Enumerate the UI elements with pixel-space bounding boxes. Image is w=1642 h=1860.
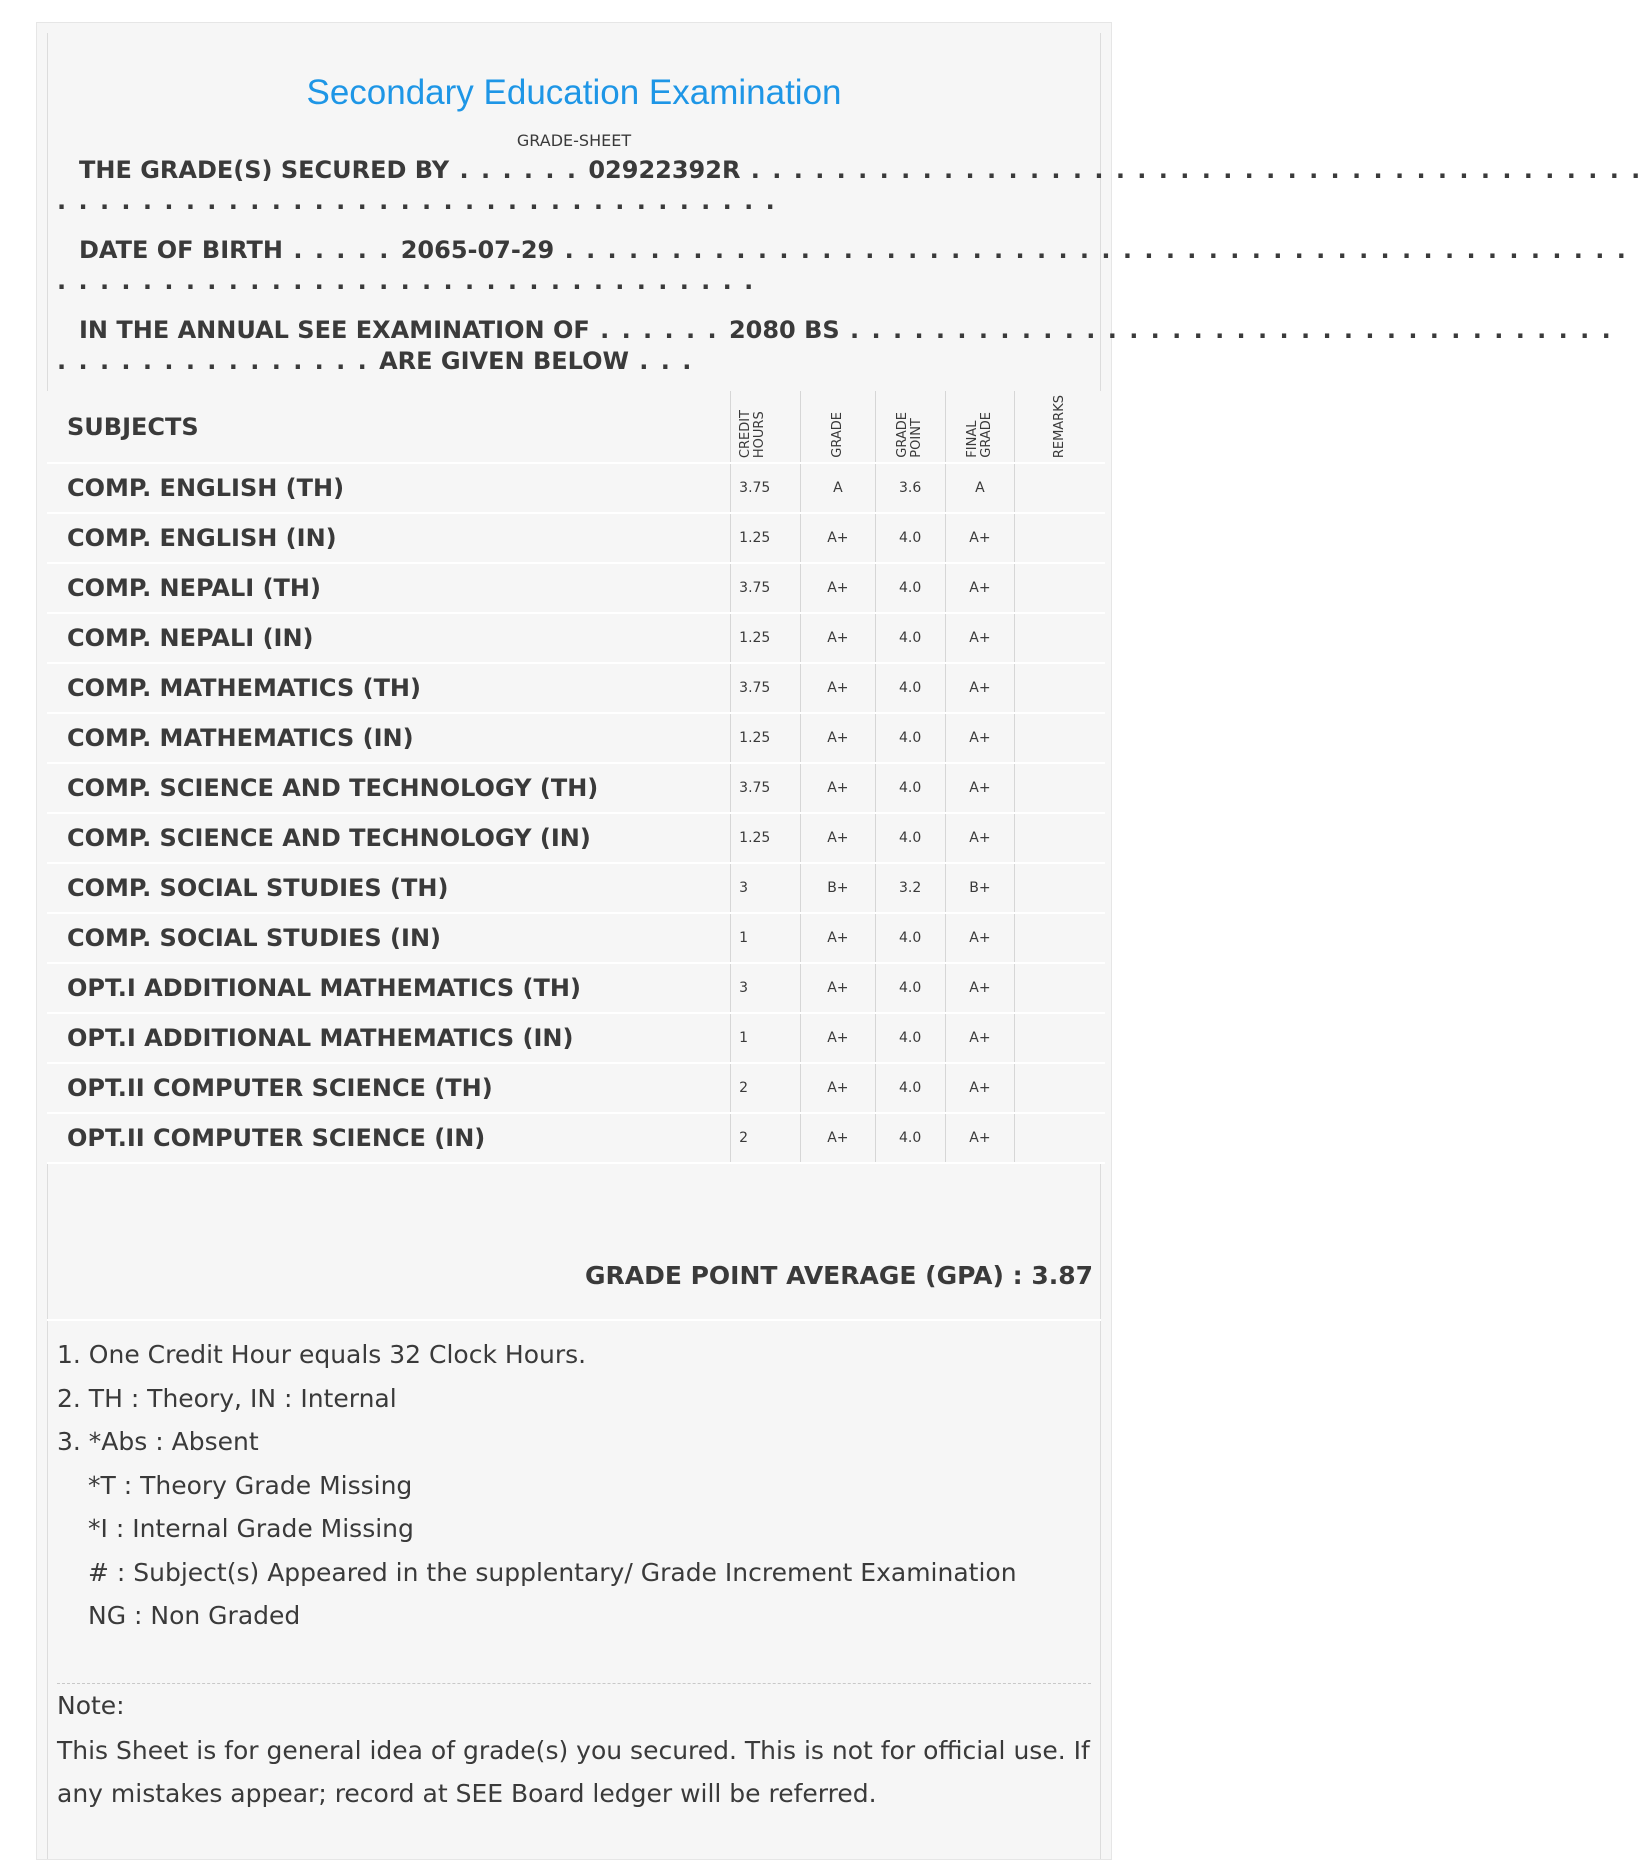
legend-item: 2. TH : Theory, IN : Internal	[57, 1383, 397, 1413]
subject-cell: COMP. NEPALI (IN)	[47, 613, 731, 663]
legend-item: 1. One Credit Hour equals 32 Clock Hours.	[57, 1340, 587, 1369]
grade-point-cell: 3.2	[875, 863, 945, 913]
secured-by-label: THE GRADE(S) SECURED BY	[79, 156, 450, 184]
subjects-header: SUBJECTS	[47, 391, 731, 463]
credit-hours-cell: 1	[731, 913, 801, 963]
grades-table	[47, 391, 1105, 1164]
remarks-cell	[1015, 513, 1105, 563]
table-row	[47, 763, 1105, 813]
grade-cell: A+	[801, 713, 876, 763]
table-row	[47, 1113, 1105, 1163]
gpa-summary	[585, 1261, 1093, 1290]
remarks-cell	[1015, 613, 1105, 663]
credit-hours-cell: 3.75	[731, 563, 801, 613]
gpa-divider	[47, 1319, 1101, 1321]
remarks-cell	[1015, 813, 1105, 863]
final-grade-cell: A+	[945, 513, 1015, 563]
table-row	[47, 663, 1105, 713]
note-label: Note:	[57, 1691, 125, 1720]
grade-cell: A+	[801, 963, 876, 1013]
table-row	[47, 963, 1105, 1013]
note-text: This Sheet is for general idea of grade(s) you secured. This is not for official use. If any mistakes appear; record at SEE Board ledger will be referred.	[57, 1736, 1090, 1808]
subject-cell: OPT.I ADDITIONAL MATHEMATICS (IN)	[47, 1013, 731, 1063]
gpa-value: 3.87	[1031, 1261, 1093, 1290]
subject-cell: COMP. MATHEMATICS (IN)	[47, 713, 731, 763]
page-subtitle: GRADE-SHEET	[516, 131, 632, 150]
final-grade-cell: A	[945, 463, 1015, 513]
remarks-cell	[1015, 1063, 1105, 1113]
table-row	[47, 563, 1105, 613]
remarks-header: REMARKS	[1015, 391, 1105, 463]
subject-cell: OPT.II COMPUTER SCIENCE (IN)	[47, 1113, 731, 1163]
exam-line: IN THE ANNUAL SEE EXAMINATION OF . . . . . . 2080 BS . . . . . . . . . . . . . . . . . . . . . . . . . . . . . . . . . . . . . . . . . . . . . . . . . . . ARE GIVEN BELOW . . .	[57, 316, 1613, 375]
credit-hours-cell: 1.25	[731, 813, 801, 863]
dob-label: DATE OF BIRTH	[79, 236, 283, 264]
subject-cell: COMP. NEPALI (TH)	[47, 563, 731, 613]
table-row	[47, 1063, 1105, 1113]
credit-hours-cell: 3.75	[731, 763, 801, 813]
legend-item: 3. *Abs : Absent	[57, 1427, 259, 1456]
grade-point-cell: 4.0	[875, 913, 945, 963]
credit-hours-cell: 1.25	[731, 713, 801, 763]
grade-point-header: GRADE POINT	[875, 391, 945, 463]
table-header-row	[47, 391, 1105, 463]
credit-hours-cell: 1.25	[731, 613, 801, 663]
grade-cell: A+	[801, 1113, 876, 1163]
grade-cell: A+	[801, 513, 876, 563]
symbol-number: 02922392R	[588, 156, 741, 184]
remarks-cell	[1015, 463, 1105, 513]
grade-cell: A+	[801, 1013, 876, 1063]
grade-cell: A	[801, 463, 876, 513]
remarks-cell	[1015, 713, 1105, 763]
grade-header: GRADE	[801, 391, 876, 463]
remarks-cell	[1015, 1113, 1105, 1163]
subject-cell: COMP. SCIENCE AND TECHNOLOGY (IN)	[47, 813, 731, 863]
credit-hours-cell: 1.25	[731, 513, 801, 563]
grade-point-cell: 3.6	[875, 463, 945, 513]
legend-item: # : Subject(s) Appeared in the supplentary/ Grade Increment Examination	[88, 1557, 1017, 1587]
grade-point-cell: 4.0	[875, 963, 945, 1013]
exam-year: 2080 BS	[728, 316, 840, 344]
legend-item: *I : Internal Grade Missing	[88, 1514, 414, 1543]
grade-cell: A+	[801, 1063, 876, 1113]
secured-by-line: THE GRADE(S) SECURED BY . . . . . . 02922392R . . . . . . . . . . . . . . . . . . . . . . . . . . . . . . . . . . . . . . . . . . . . . . . . . . . . . . . . . . . . . . . . . . . . . . . . . . . .	[57, 156, 1642, 215]
table-row	[47, 863, 1105, 913]
grade-cell: A+	[801, 763, 876, 813]
final-grade-cell: B+	[945, 863, 1015, 913]
subject-cell: COMP. SOCIAL STUDIES (TH)	[47, 863, 731, 913]
final-grade-cell: A+	[945, 913, 1015, 963]
remarks-cell	[1015, 1013, 1105, 1063]
remarks-cell	[1015, 663, 1105, 713]
final-grade-cell: A+	[945, 963, 1015, 1013]
subject-cell: COMP. SOCIAL STUDIES (IN)	[47, 913, 731, 963]
grade-cell: A+	[801, 613, 876, 663]
final-grade-cell: A+	[945, 713, 1015, 763]
credit-hours-header: CREDIT HOURS	[731, 391, 801, 463]
grade-point-cell: 4.0	[875, 613, 945, 663]
grade-point-cell: 4.0	[875, 1063, 945, 1113]
subject-cell: COMP. ENGLISH (TH)	[47, 463, 731, 513]
final-grade-cell: A+	[945, 613, 1015, 663]
remarks-cell	[1015, 913, 1105, 963]
final-grade-cell: A+	[945, 563, 1015, 613]
grade-point-cell: 4.0	[875, 563, 945, 613]
dob-line: DATE OF BIRTH . . . . . 2065-07-29 . . . . . . . . . . . . . . . . . . . . . . . . . . . . . . . . . . . . . . . . . . . . . . . . . . . . . . . . . . . . . . . . . . . . . . . . . . . . . . . . . . .	[57, 236, 1628, 295]
final-grade-cell: A+	[945, 663, 1015, 713]
grade-point-cell: 4.0	[875, 513, 945, 563]
grade-cell: A+	[801, 813, 876, 863]
final-grade-header: FINAL GRADE	[945, 391, 1015, 463]
credit-hours-cell: 2	[731, 1063, 801, 1113]
grade-cell: A+	[801, 663, 876, 713]
credit-hours-cell: 1	[731, 1013, 801, 1063]
remarks-cell	[1015, 863, 1105, 913]
final-grade-cell: A+	[945, 1063, 1015, 1113]
grade-point-cell: 4.0	[875, 663, 945, 713]
grade-cell: A+	[801, 913, 876, 963]
credit-hours-cell: 3	[731, 963, 801, 1013]
grade-point-cell: 4.0	[875, 713, 945, 763]
subject-cell: OPT.I ADDITIONAL MATHEMATICS (TH)	[47, 963, 731, 1013]
given-below-label: ARE GIVEN BELOW	[379, 347, 629, 375]
credit-hours-cell: 3.75	[731, 663, 801, 713]
subject-cell: COMP. SCIENCE AND TECHNOLOGY (TH)	[47, 763, 731, 813]
grade-point-cell: 4.0	[875, 1113, 945, 1163]
grade-point-cell: 4.0	[875, 1013, 945, 1063]
subject-cell: COMP. MATHEMATICS (TH)	[47, 663, 731, 713]
table-row	[47, 913, 1105, 963]
final-grade-cell: A+	[945, 1113, 1015, 1163]
grade-point-cell: 4.0	[875, 813, 945, 863]
grade-cell: A+	[801, 563, 876, 613]
table-row	[47, 463, 1105, 513]
note-divider	[57, 1683, 1091, 1684]
remarks-cell	[1015, 563, 1105, 613]
table-row	[47, 613, 1105, 663]
grade-sheet	[36, 22, 1642, 1860]
grade-cell: B+	[801, 863, 876, 913]
remarks-cell	[1015, 963, 1105, 1013]
credit-hours-cell: 3	[731, 863, 801, 913]
dob-value: 2065-07-29	[400, 236, 555, 264]
credit-hours-cell: 2	[731, 1113, 801, 1163]
table-row	[47, 1013, 1105, 1063]
table-row	[47, 813, 1105, 863]
legend-item: NG : Non Graded	[88, 1601, 301, 1630]
credit-hours-cell: 3.75	[731, 463, 801, 513]
exam-label: IN THE ANNUAL SEE EXAMINATION OF	[79, 316, 590, 344]
table-row	[47, 713, 1105, 763]
remarks-cell	[1015, 763, 1105, 813]
subject-cell: COMP. ENGLISH (IN)	[47, 513, 731, 563]
subject-cell: OPT.II COMPUTER SCIENCE (TH)	[47, 1063, 731, 1113]
table-row	[47, 513, 1105, 563]
grade-point-cell: 4.0	[875, 763, 945, 813]
page-title: Secondary Education Examination	[306, 73, 842, 112]
gpa-label: GRADE POINT AVERAGE (GPA) :	[584, 1261, 1023, 1290]
final-grade-cell: A+	[945, 1013, 1015, 1063]
legend-item: *T : Theory Grade Missing	[88, 1470, 413, 1500]
final-grade-cell: A+	[945, 813, 1015, 863]
legend-list	[57, 1333, 1097, 1638]
final-grade-cell: A+	[945, 763, 1015, 813]
